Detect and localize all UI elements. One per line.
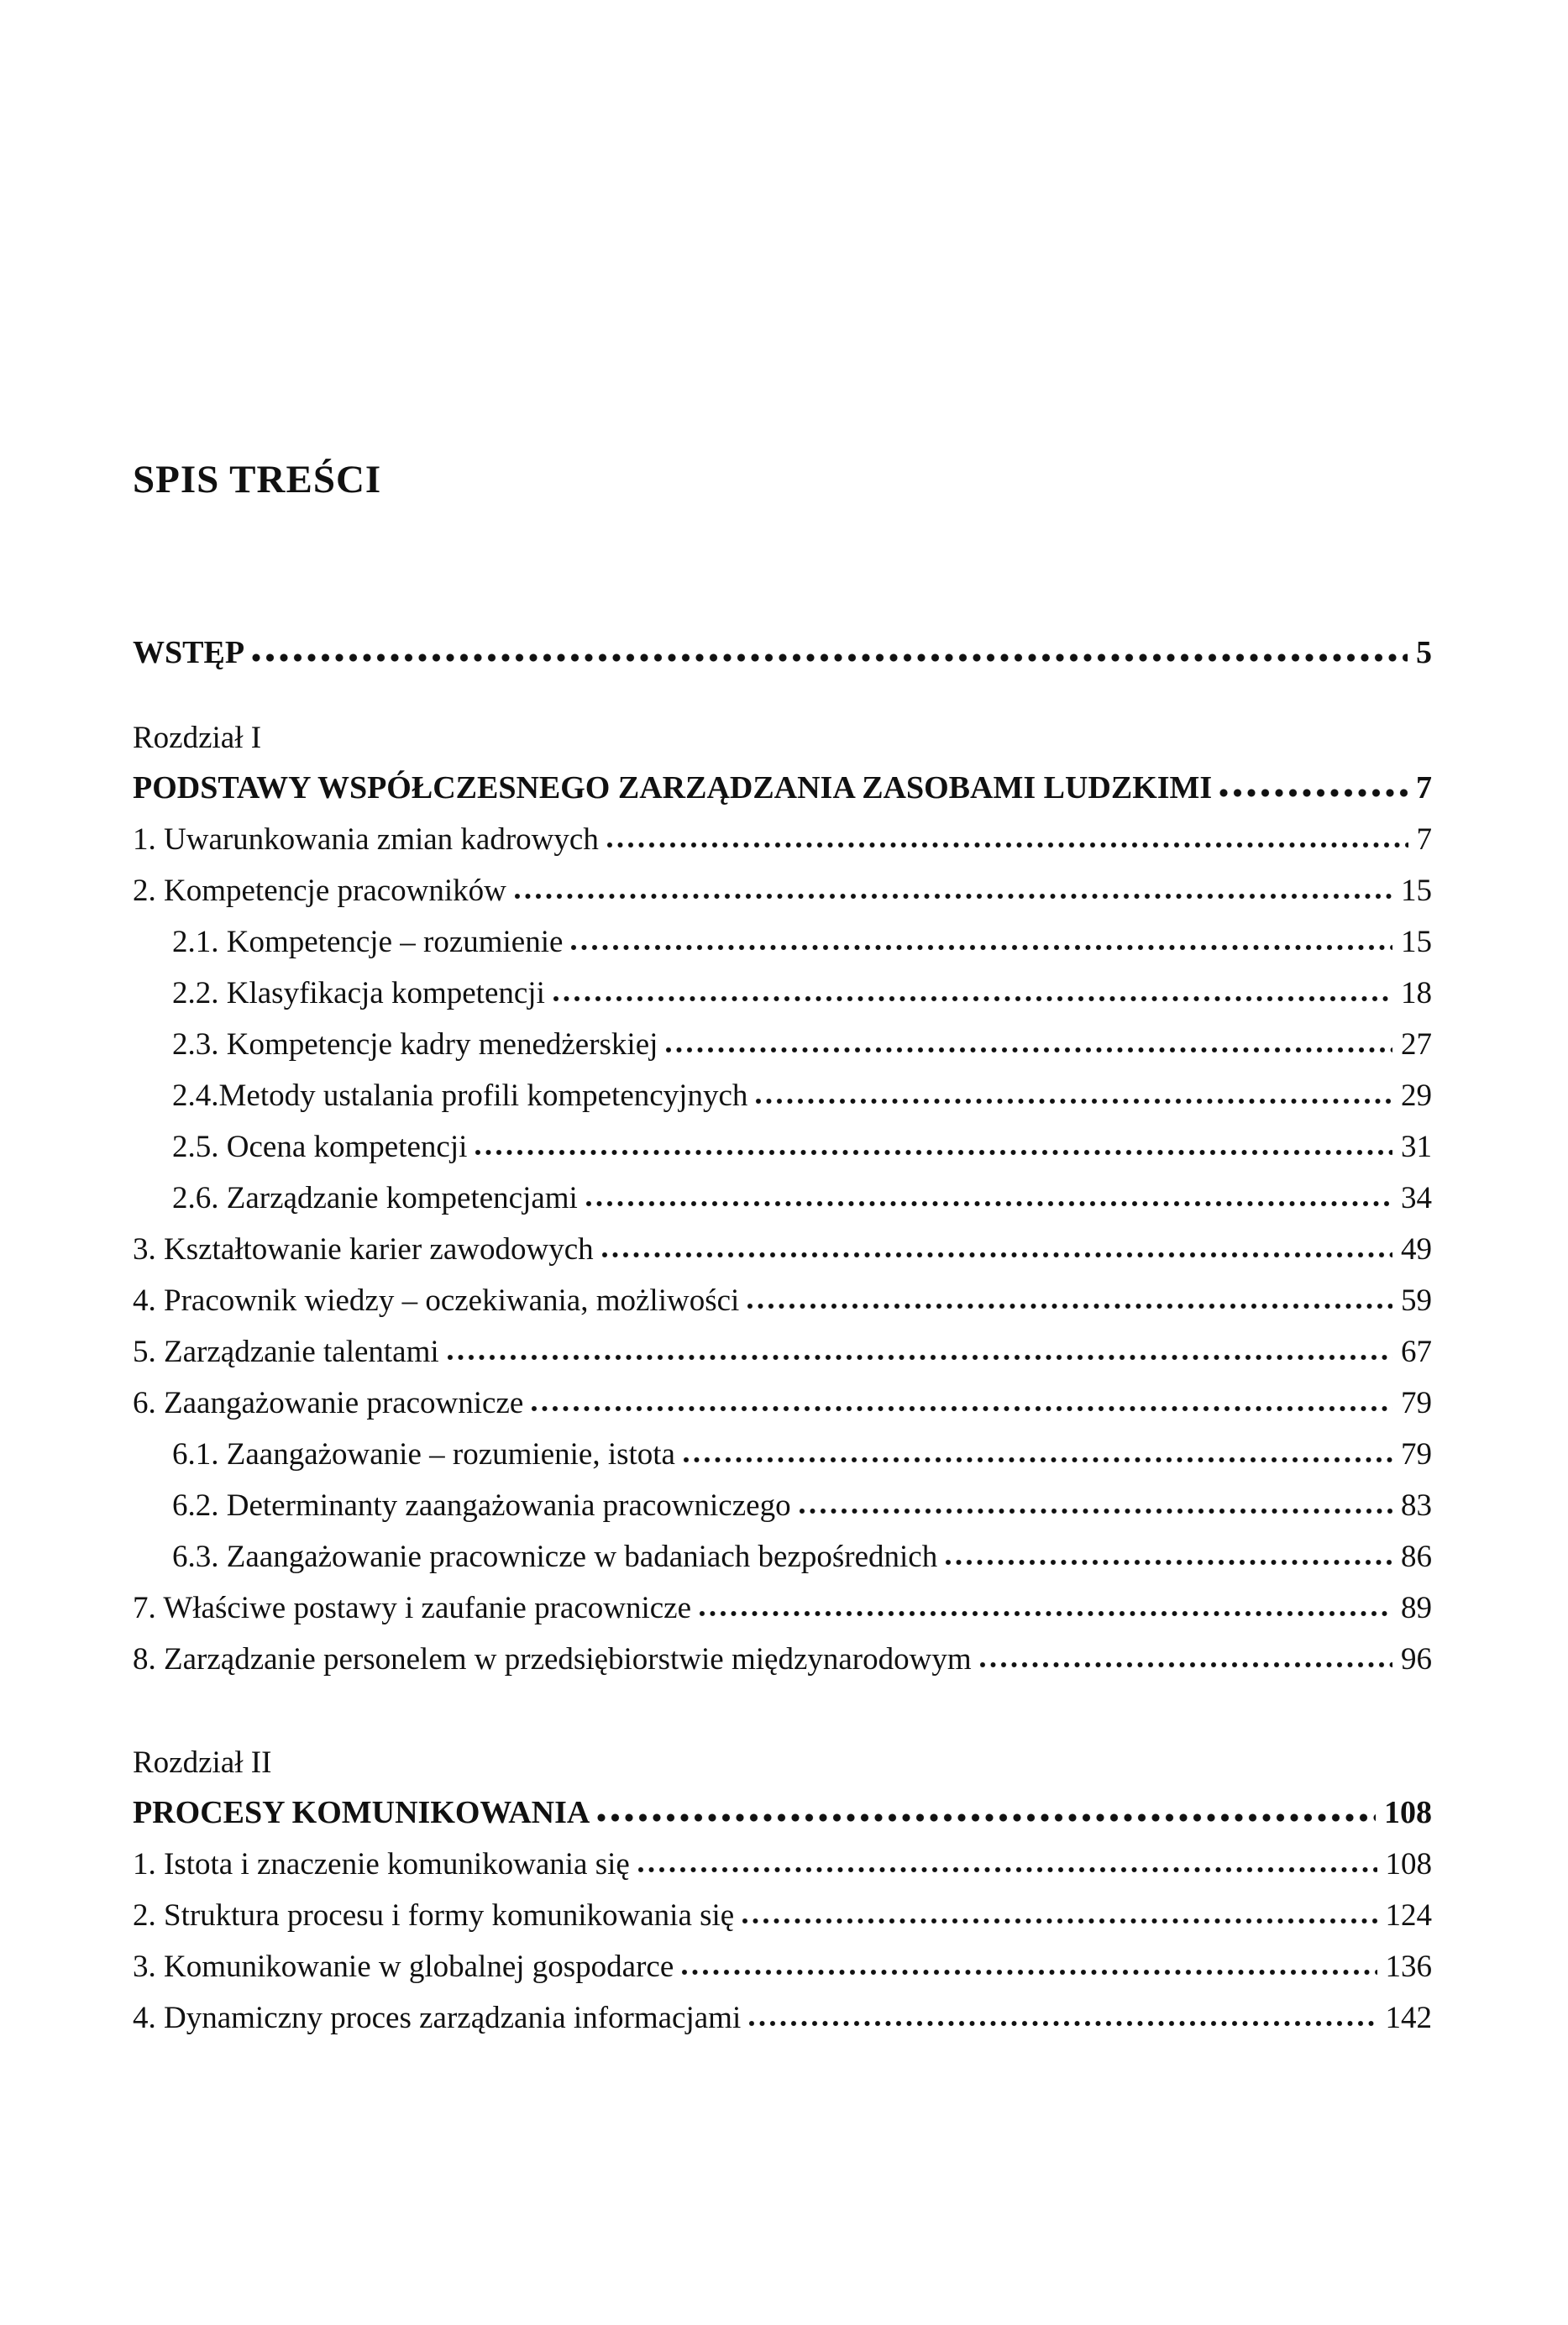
toc-leader-dots [1219, 788, 1408, 798]
toc-entry [133, 865, 1432, 916]
toc-entry-label: 6.3. Zaangażowanie pracownicze w badaniach bezpośrednich [172, 1540, 938, 1574]
toc-page-number: 34 [1401, 1181, 1432, 1215]
toc-leader-dots [664, 1046, 1392, 1054]
toc-entry [133, 1941, 1432, 1992]
chapter-heading: Rozdział I [133, 721, 262, 755]
toc-page-number: 124 [1385, 1898, 1432, 1933]
toc-entry [133, 1378, 1432, 1429]
toc-page-number: 67 [1401, 1335, 1432, 1369]
toc-page-number: 142 [1385, 2001, 1432, 2035]
toc-page-number: 136 [1385, 1950, 1432, 1984]
toc-leader-dots [530, 1404, 1392, 1413]
toc-leader-dots [513, 892, 1392, 900]
table-of-contents [133, 714, 1432, 2044]
toc-entry [133, 1582, 1432, 1634]
toc-entry [133, 1019, 1432, 1070]
toc-entry-label: 1. Uwarunkowania zmian kadrowych [133, 822, 599, 857]
toc-page-number: 15 [1401, 874, 1432, 908]
toc-leader-dots [251, 653, 1408, 663]
toc-leader-dots [741, 1917, 1377, 1925]
toc-entry-front-matter [133, 627, 1432, 679]
toc-page-number: 79 [1401, 1386, 1432, 1420]
chapter-heading: Rozdział II [133, 1745, 272, 1780]
toc-entry [133, 814, 1432, 865]
toc-leader-dots [446, 1353, 1392, 1362]
toc-entry [133, 1224, 1432, 1275]
toc-page-number: 86 [1401, 1540, 1432, 1574]
toc-entry-label: 3. Kształtowanie karier zawodowych [133, 1232, 594, 1267]
toc-entry-label: 1. Istota i znaczenie komunikowania się [133, 1847, 630, 1882]
toc-entry [133, 1634, 1432, 1685]
toc-leader-dots [944, 1558, 1392, 1567]
toc-entry-label: 2. Struktura procesu i formy komunikowania się [133, 1898, 735, 1933]
toc-entry-label: PROCESY KOMUNIKOWANIA [133, 1795, 590, 1830]
toc-entry-label: 7. Właściwe postawy i zaufanie pracownicze [133, 1591, 692, 1625]
toc-leader-dots [798, 1507, 1392, 1515]
toc-entry [133, 1429, 1432, 1480]
toc-leader-dots [682, 1456, 1392, 1464]
toc-page-number: 5 [1416, 635, 1432, 670]
toc-entry-label: 2.1. Kompetencje – rozumienie [172, 925, 564, 959]
toc-front-matter [133, 627, 1432, 679]
toc-entry [133, 1839, 1432, 1890]
toc-entry [133, 1480, 1432, 1531]
toc-page-number: 7 [1416, 822, 1432, 857]
toc-entry [133, 1890, 1432, 1941]
toc-entry-label: 2.2. Klasyfikacja kompetencji [172, 976, 545, 1010]
toc-entry-label: 2. Kompetencje pracowników [133, 874, 506, 908]
toc-entry-label: 4. Dynamiczny proces zarządzania informacjami [133, 2001, 742, 2035]
toc-page-number: 59 [1401, 1283, 1432, 1318]
toc-page-number: 79 [1401, 1437, 1432, 1472]
toc-entry [133, 1121, 1432, 1173]
toc-leader-dots [680, 1968, 1377, 1976]
toc-entry-label: 2.4.Metody ustalania profili kompetencyjnych [172, 1079, 748, 1113]
toc-entry [133, 1326, 1432, 1378]
page-title: SPIS TREŚCI [133, 458, 382, 501]
toc-leader-dots [474, 1148, 1392, 1157]
toc-entry-label: 2.5. Ocena kompetencji [172, 1130, 468, 1164]
toc-entry-label: 2.6. Zarządzanie kompetencjami [172, 1181, 578, 1215]
toc-page-number: 108 [1385, 1847, 1432, 1882]
toc-entry [133, 1992, 1432, 2044]
toc-leader-dots [569, 943, 1392, 952]
chapter-title-row [133, 1787, 1432, 1839]
toc-chapter-block [133, 714, 1432, 1685]
toc-leader-dots [606, 841, 1408, 849]
chapter-title-row [133, 763, 1432, 814]
toc-entry-label: 6.2. Determinanty zaangażowania pracowniczego [172, 1488, 791, 1523]
toc-leader-dots [596, 1813, 1376, 1823]
toc-leader-dots [585, 1199, 1392, 1208]
toc-entry-label: 8. Zarządzanie personelem w przedsiębiorstwie międzynarodowym [133, 1642, 972, 1677]
toc-entry [133, 968, 1432, 1019]
toc-entry-label: 5. Zarządzanie talentami [133, 1335, 439, 1369]
toc-page-number: 31 [1401, 1130, 1432, 1164]
toc-leader-dots [698, 1609, 1392, 1618]
toc-page-number: 89 [1401, 1591, 1432, 1625]
toc-entry-label: PODSTAWY WSPÓŁCZESNEGO ZARZĄDZANIA ZASOBAMI LUDZKIMI [133, 770, 1213, 806]
toc-entry [133, 1173, 1432, 1224]
toc-leader-dots [600, 1251, 1392, 1259]
toc-page-number: 15 [1401, 925, 1432, 959]
toc-page-number: 108 [1384, 1795, 1432, 1830]
toc-leader-dots [552, 995, 1392, 1003]
toc-entry [133, 1070, 1432, 1121]
toc-entry [133, 916, 1432, 968]
toc-entry [133, 1275, 1432, 1326]
toc-leader-dots [637, 1866, 1377, 1874]
toc-page-number: 49 [1401, 1232, 1432, 1267]
toc-page-number: 7 [1416, 770, 1432, 806]
toc-page-number: 29 [1401, 1079, 1432, 1113]
toc-page-number: 18 [1401, 976, 1432, 1010]
toc-leader-dots [754, 1097, 1392, 1105]
toc-entry-label: 2.3. Kompetencje kadry menedżerskiej [172, 1027, 658, 1062]
toc-entry [133, 1531, 1432, 1582]
toc-entry-label: 3. Komunikowanie w globalnej gospodarce [133, 1950, 674, 1984]
toc-chapter-block [133, 1739, 1432, 2044]
toc-page-number: 27 [1401, 1027, 1432, 1062]
toc-leader-dots [747, 2019, 1377, 2028]
toc-entry-label: 4. Pracownik wiedzy – oczekiwania, możliwości [133, 1283, 740, 1318]
toc-entry-label: WSTĘP [133, 635, 245, 670]
toc-page-number: 96 [1401, 1642, 1432, 1677]
toc-leader-dots [978, 1661, 1392, 1669]
toc-page-number: 83 [1401, 1488, 1432, 1523]
toc-entry-label: 6. Zaangażowanie pracownicze [133, 1386, 524, 1420]
toc-leader-dots [746, 1302, 1392, 1310]
toc-entry-label: 6.1. Zaangażowanie – rozumienie, istota [172, 1437, 675, 1472]
